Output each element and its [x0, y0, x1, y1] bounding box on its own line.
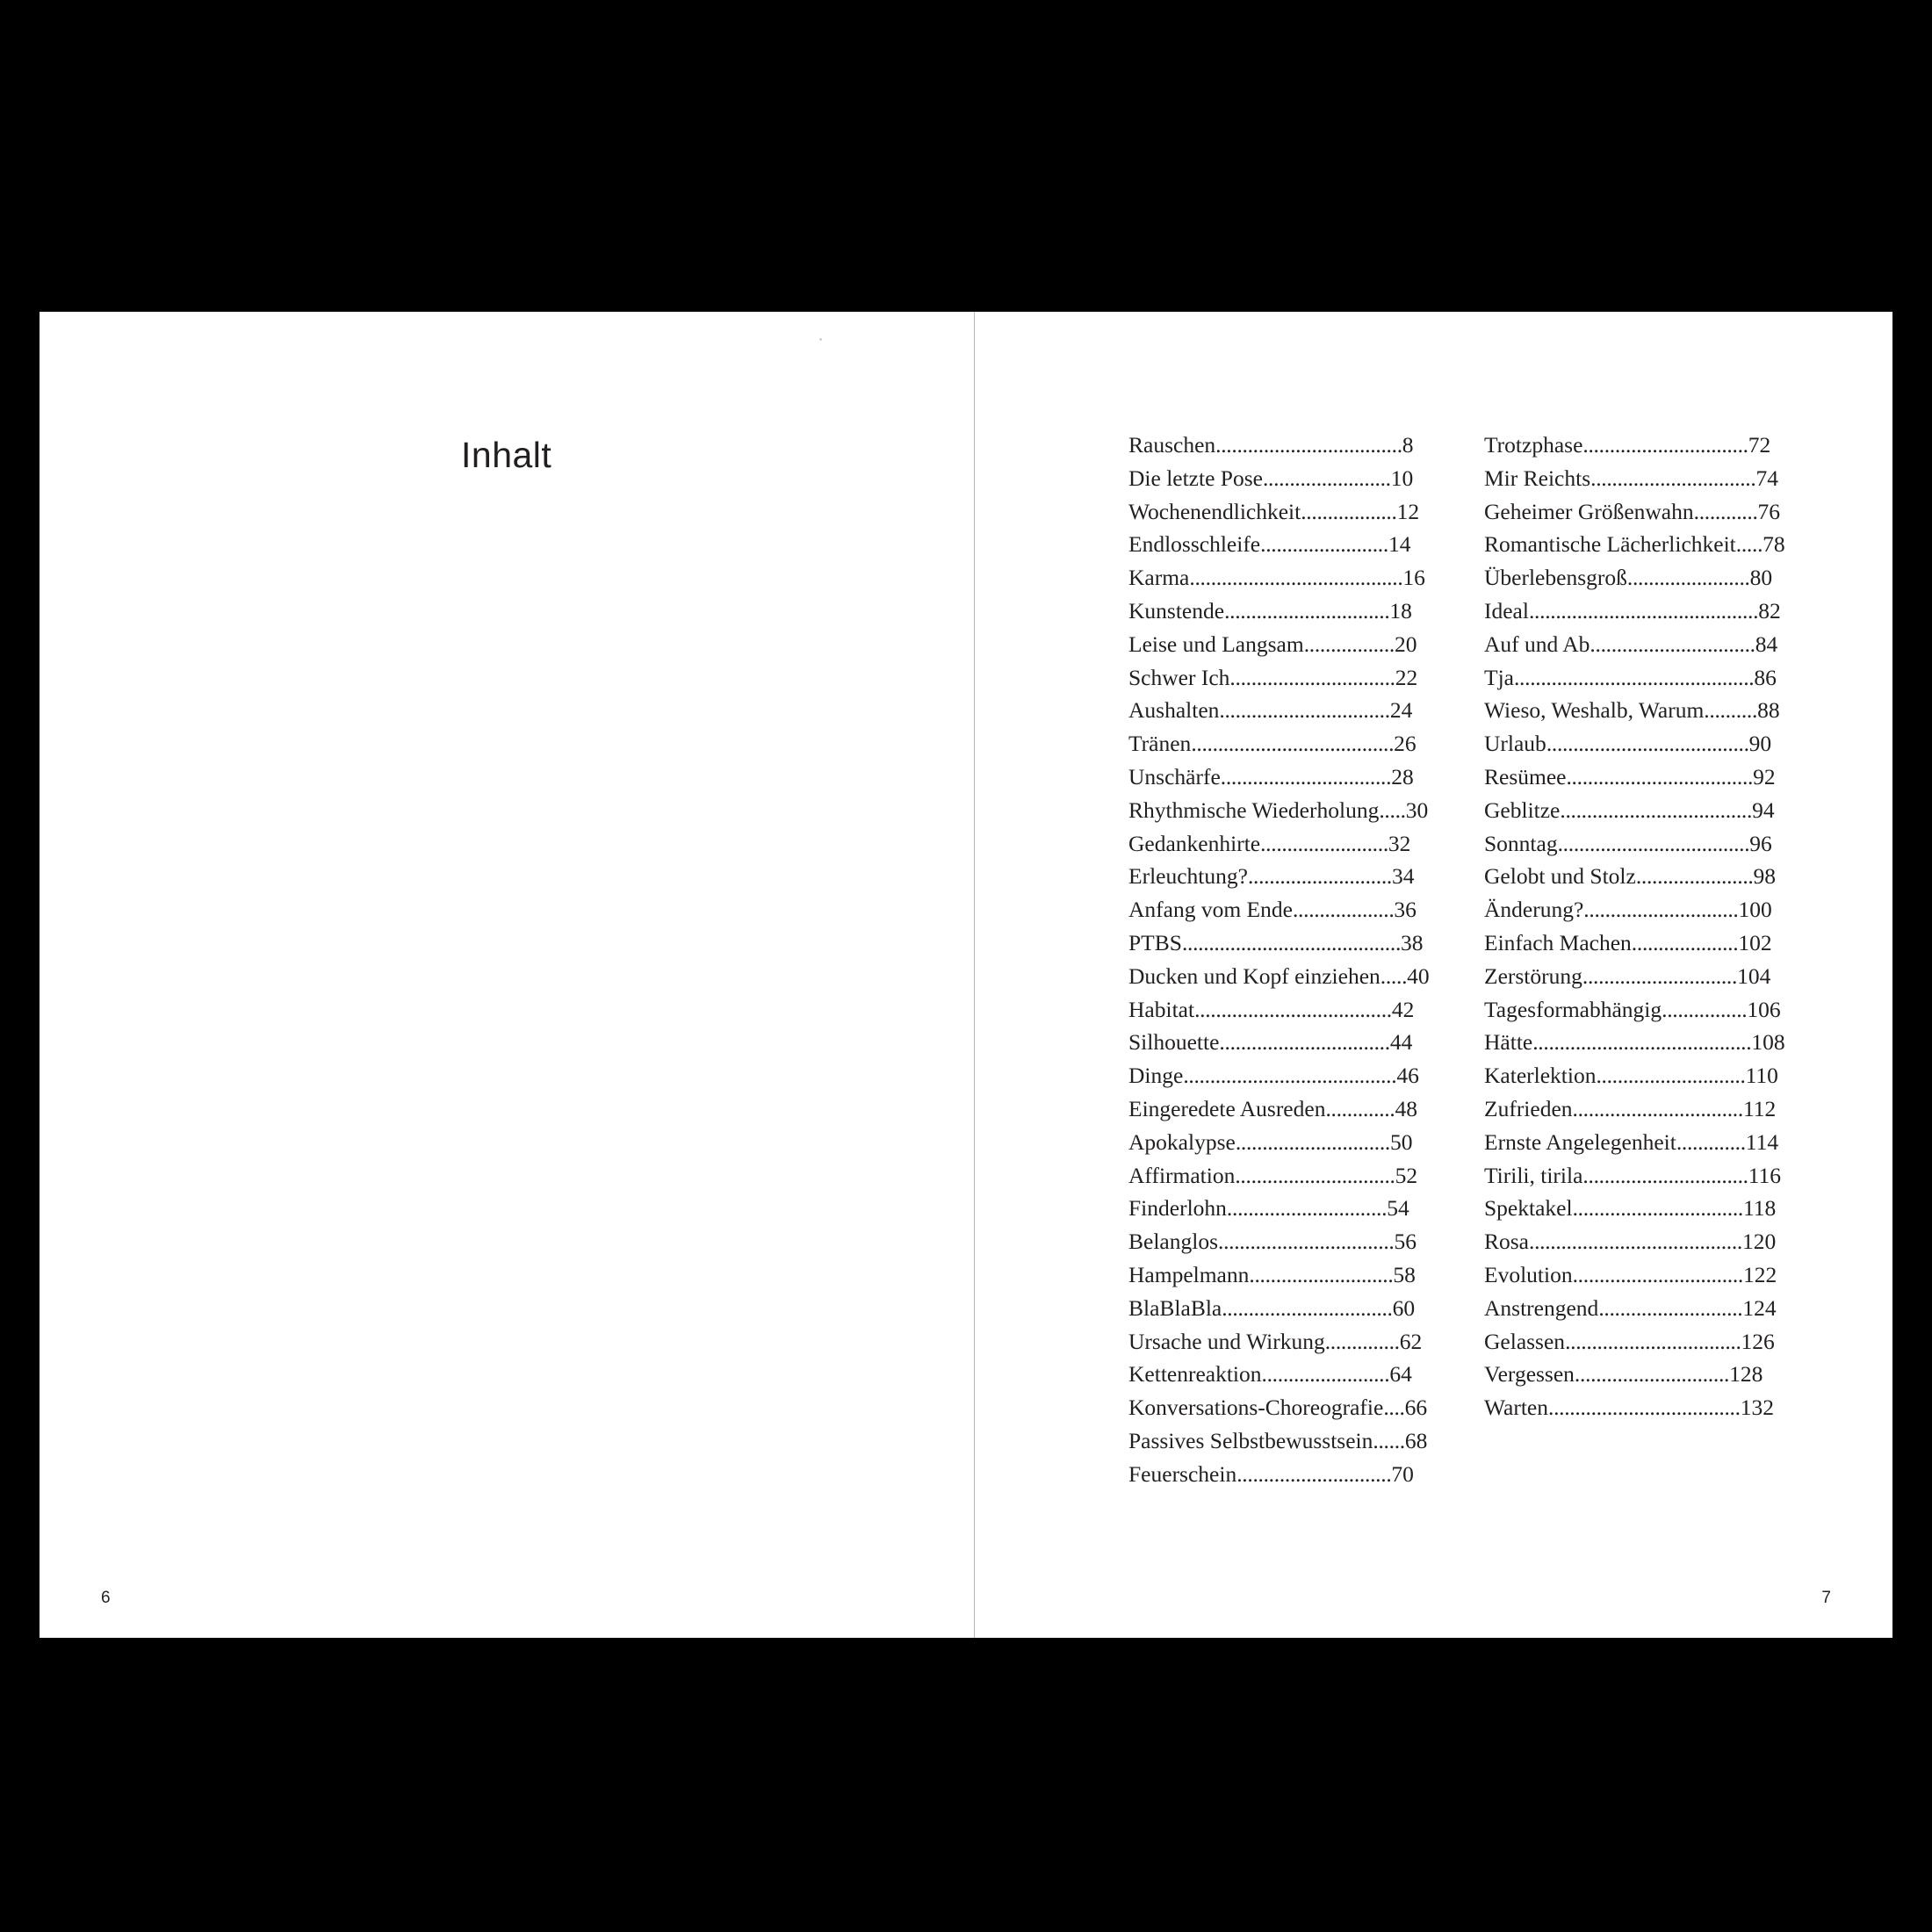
toc-entry-page-number: 82	[1758, 597, 1781, 624]
toc-entry[interactable]	[1484, 429, 1791, 462]
toc-entry-page-number: 128	[1729, 1361, 1763, 1388]
toc-entry-title: Gedankenhirte	[1128, 830, 1261, 856]
toc-entry-title: Ideal	[1484, 597, 1529, 624]
toc-entry-title: Vergessen	[1484, 1361, 1575, 1388]
toc-entry-leader-dots: .................	[1303, 631, 1395, 657]
book-spread	[40, 312, 1892, 1638]
toc-entry-page-number: 84	[1755, 631, 1778, 657]
toc-entry-leader-dots: .............	[1325, 1095, 1395, 1121]
toc-entry-title: Schwer Ich	[1128, 664, 1230, 690]
toc-entry-page-number: 48	[1395, 1095, 1417, 1121]
toc-entry[interactable]	[1128, 495, 1436, 529]
toc-entry-leader-dots: ..................	[1301, 498, 1397, 524]
toc-entry-page-number: 44	[1389, 1029, 1413, 1056]
toc-entry[interactable]	[1128, 1325, 1436, 1359]
toc-entry-page-number: 74	[1755, 465, 1778, 491]
toc-entry-title: Katerlektion	[1484, 1063, 1597, 1089]
toc-entry-page-number: 88	[1757, 697, 1780, 724]
toc-entry-page-number: 94	[1752, 797, 1775, 823]
toc-entry-title: Affirmation	[1128, 1162, 1236, 1188]
toc-entry-leader-dots: .....	[1380, 962, 1408, 989]
toc-entry-page-number: 34	[1391, 863, 1415, 890]
toc-entry-page-number: 52	[1395, 1162, 1418, 1188]
toc-entry-leader-dots: .................................	[1218, 1229, 1395, 1255]
toc-entry-title: Belanglos	[1128, 1229, 1218, 1255]
toc-entry-page-number: 120	[1742, 1229, 1777, 1255]
toc-entry-page-number: 72	[1748, 432, 1771, 458]
toc-entry[interactable]	[1484, 1258, 1791, 1292]
toc-entry-leader-dots: ...................................	[1215, 432, 1402, 458]
toc-entry[interactable]	[1128, 827, 1436, 861]
toc-entry[interactable]	[1484, 1059, 1791, 1092]
toc-entry-leader-dots: ....................	[1631, 929, 1739, 955]
toc-entry-title: Kunstende	[1128, 597, 1225, 624]
toc-entry-leader-dots: ....................................	[1548, 1395, 1741, 1421]
page-left	[40, 312, 975, 1638]
toc-entry-page-number: 66	[1404, 1395, 1428, 1421]
toc-entry-page-number: 118	[1742, 1195, 1777, 1222]
toc-entry-leader-dots: ...........................................	[1528, 597, 1759, 624]
toc-entry[interactable]	[1484, 1391, 1791, 1424]
toc-entry[interactable]	[1484, 462, 1791, 495]
toc-entry-title: Tirili, tirila	[1484, 1162, 1583, 1188]
toc-column-1	[1128, 429, 1436, 1491]
toc-entry-leader-dots: .............................	[1236, 1460, 1392, 1487]
toc-entry-title: Anfang vom Ende	[1128, 897, 1293, 923]
toc-entry[interactable]	[1128, 860, 1436, 893]
toc-column-2	[1484, 429, 1791, 1491]
toc-entry[interactable]	[1128, 960, 1436, 993]
toc-entry-leader-dots: ............................	[1596, 1063, 1746, 1089]
toc-entry-title: Kettenreaktion	[1128, 1361, 1262, 1388]
toc-entry-leader-dots: ........................................	[1183, 1063, 1397, 1089]
toc-entry[interactable]	[1484, 993, 1791, 1027]
toc-entry[interactable]	[1128, 1192, 1436, 1225]
toc-entry[interactable]	[1128, 1059, 1436, 1092]
toc-entry-leader-dots: ....................................	[1557, 830, 1750, 856]
toc-entry-title: BlaBlaBla	[1128, 1294, 1222, 1321]
toc-entry-leader-dots: ....	[1383, 1395, 1405, 1421]
toc-entry-page-number: 112	[1742, 1095, 1777, 1121]
toc-entry-leader-dots: ......................................	[1191, 731, 1395, 757]
toc-entry-title: Überlebensgroß	[1484, 565, 1627, 591]
toc-entry[interactable]	[1484, 561, 1791, 595]
toc-entry-title: Trotzphase	[1484, 432, 1583, 458]
toc-entry-leader-dots: .............................	[1583, 897, 1739, 923]
toc-entry-leader-dots: ......................	[1635, 863, 1754, 890]
toc-entry-leader-dots: ...............................	[1590, 631, 1755, 657]
toc-entry[interactable]	[1484, 1292, 1791, 1325]
toc-entry-title: Zufrieden	[1484, 1095, 1573, 1121]
toc-entry[interactable]	[1128, 462, 1436, 495]
toc-entry-page-number: 64	[1389, 1361, 1412, 1388]
toc-entry-title: Leise und Langsam	[1128, 631, 1304, 657]
toc-entry-title: Anstrengend	[1484, 1294, 1599, 1321]
toc-entry[interactable]	[1128, 727, 1436, 761]
toc-entry[interactable]	[1484, 495, 1791, 529]
toc-entry-leader-dots: ........................	[1262, 465, 1391, 491]
toc-entry-page-number: 90	[1748, 731, 1772, 757]
toc-entry-page-number: 10	[1390, 465, 1414, 491]
toc-entry[interactable]	[1128, 694, 1436, 727]
toc-entry[interactable]	[1484, 1358, 1791, 1391]
toc-entry-leader-dots: ..............	[1324, 1328, 1400, 1354]
toc-entry[interactable]	[1128, 1391, 1436, 1424]
toc-entry-title: Endlosschleife	[1128, 531, 1261, 558]
toc-entry[interactable]	[1484, 794, 1791, 827]
toc-entry-title: Tja	[1484, 664, 1514, 690]
toc-entry-title: Hampelmann	[1128, 1261, 1250, 1287]
toc-entry-leader-dots: ...............................	[1229, 664, 1395, 690]
toc-entry-page-number: 20	[1394, 631, 1417, 657]
toc-entry-title: Karma	[1128, 565, 1190, 591]
toc-entry[interactable]	[1128, 1126, 1436, 1159]
toc-entry-title: Spektakel	[1484, 1195, 1573, 1222]
toc-entry-page-number: 30	[1405, 797, 1429, 823]
toc-entry[interactable]	[1128, 1424, 1436, 1458]
toc-entry[interactable]	[1128, 429, 1436, 462]
toc-entry-title: Geheimer Größenwahn	[1484, 498, 1694, 524]
toc-entry[interactable]	[1128, 1358, 1436, 1391]
toc-entry-page-number: 114	[1745, 1128, 1779, 1155]
toc-entry-page-number: 58	[1393, 1261, 1416, 1287]
toc-entry[interactable]	[1484, 1225, 1791, 1258]
registration-dot-icon	[819, 338, 822, 341]
toc-entry[interactable]	[1484, 827, 1791, 861]
toc-entry[interactable]	[1128, 628, 1436, 661]
page-right	[975, 312, 1892, 1638]
toc-entry-page-number: 60	[1392, 1294, 1416, 1321]
toc-entry-page-number: 92	[1753, 763, 1776, 789]
toc-entry-leader-dots: ...............................	[1582, 1162, 1748, 1188]
toc-entry-page-number: 126	[1741, 1328, 1775, 1354]
toc-entry[interactable]	[1128, 761, 1436, 794]
toc-entry-leader-dots: ......	[1373, 1427, 1405, 1453]
toc-entry-page-number: 38	[1401, 929, 1424, 955]
toc-entry-page-number: 106	[1747, 996, 1781, 1022]
toc-entry-leader-dots: .......................	[1626, 565, 1750, 591]
toc-entry-leader-dots: ................................	[1220, 763, 1392, 789]
toc-entry-page-number: 102	[1738, 929, 1772, 955]
toc-entry-title: Geblitze	[1484, 797, 1561, 823]
toc-entry-page-number: 86	[1754, 664, 1777, 690]
toc-entry-title: Urlaub	[1484, 731, 1546, 757]
toc-entry-title: Warten	[1484, 1395, 1548, 1421]
toc-entry-leader-dots: ................................	[1219, 1029, 1390, 1056]
toc-entry-leader-dots: .............................	[1574, 1361, 1730, 1388]
toc-entry-leader-dots: ......................................	[1546, 731, 1749, 757]
toc-entry-title: Ernste Angelegenheit	[1484, 1128, 1676, 1155]
toc-entry-leader-dots: .................................	[1565, 1328, 1741, 1354]
toc-entry-title: Gelobt und Stolz	[1484, 863, 1636, 890]
toc-entry[interactable]	[1128, 1292, 1436, 1325]
toc-entry-title: Tränen	[1128, 731, 1192, 757]
toc-entry-page-number: 24	[1389, 697, 1413, 724]
toc-entry-leader-dots: .............................	[1582, 962, 1738, 989]
toc-entry-leader-dots: ................................	[1572, 1195, 1743, 1222]
toc-entry-leader-dots: ...................	[1292, 897, 1395, 923]
toc-entry-leader-dots: ........................................	[1529, 1229, 1743, 1255]
toc-entry[interactable]	[1128, 528, 1436, 561]
toc-entry[interactable]	[1128, 1258, 1436, 1292]
toc-entry-leader-dots: ...............................	[1224, 597, 1390, 624]
toc-entry-title: Hätte	[1484, 1029, 1533, 1056]
toc-entry[interactable]	[1484, 528, 1791, 561]
toc-entry-leader-dots: ..........	[1704, 697, 1758, 724]
toc-entry-leader-dots: ...............................	[1590, 465, 1756, 491]
toc-entry[interactable]	[1128, 1159, 1436, 1193]
toc-entry-leader-dots: ....................................	[1560, 797, 1753, 823]
toc-entry[interactable]	[1484, 1325, 1791, 1359]
toc-entry[interactable]	[1484, 960, 1791, 993]
toc-entry-title: Mir Reichts	[1484, 465, 1591, 491]
toc-entry-title: Apokalypse	[1128, 1128, 1236, 1155]
toc-entry-leader-dots: .............	[1676, 1128, 1746, 1155]
toc-entry-title: Resümee	[1484, 763, 1567, 789]
page-title: Inhalt	[461, 435, 552, 475]
toc-entry[interactable]	[1484, 1092, 1791, 1126]
toc-entry-page-number: 40	[1407, 962, 1430, 989]
toc-entry-title: Habitat	[1128, 996, 1195, 1022]
toc-entry-page-number: 104	[1737, 962, 1771, 989]
toc-entry[interactable]	[1128, 1458, 1436, 1491]
toc-entry-leader-dots: .............................................	[1513, 664, 1755, 690]
toc-entry-title: Evolution	[1484, 1261, 1573, 1287]
toc-entry[interactable]	[1484, 860, 1791, 893]
toc-entry-title: Tagesformabhängig	[1484, 996, 1662, 1022]
toc-entry-page-number: 54	[1387, 1195, 1409, 1222]
toc-entry-page-number: 98	[1753, 863, 1776, 890]
toc-entry-page-number: 12	[1396, 498, 1420, 524]
toc-entry[interactable]	[1128, 926, 1436, 960]
toc-entry-page-number: 116	[1748, 1162, 1782, 1188]
toc-entry-page-number: 22	[1395, 664, 1418, 690]
toc-entry[interactable]	[1128, 1092, 1436, 1126]
table-of-contents	[1128, 429, 1791, 1491]
toc-entry-title: Auf und Ab	[1484, 631, 1590, 657]
toc-entry-page-number: 80	[1749, 565, 1773, 591]
toc-entry-page-number: 50	[1390, 1128, 1413, 1155]
toc-entry-title: Wochenendlichkeit	[1128, 498, 1301, 524]
toc-entry[interactable]	[1484, 1126, 1791, 1159]
toc-entry[interactable]	[1484, 926, 1791, 960]
toc-entry-page-number: 68	[1404, 1427, 1428, 1453]
toc-entry-leader-dots: ........................	[1260, 830, 1388, 856]
toc-entry-title: Dinge	[1128, 1063, 1184, 1089]
toc-entry-leader-dots: ...........................	[1249, 1261, 1394, 1287]
folio-right: 7	[1821, 1589, 1831, 1607]
toc-entry-leader-dots: ...........................	[1247, 863, 1392, 890]
toc-entry-leader-dots: ..............................	[1226, 1195, 1388, 1222]
toc-entry-page-number: 46	[1396, 1063, 1419, 1089]
toc-entry-title: Zerstörung	[1484, 962, 1582, 989]
toc-entry[interactable]	[1484, 893, 1791, 926]
toc-entry-title: Finderlohn	[1128, 1195, 1227, 1222]
toc-entry-leader-dots: ................	[1662, 996, 1748, 1022]
toc-entry-leader-dots: .............................	[1235, 1128, 1390, 1155]
toc-entry-title: Passives Selbstbewusstsein	[1128, 1427, 1373, 1453]
toc-entry-title: Sonntag	[1484, 830, 1558, 856]
toc-entry-title: Romantische Lächerlichkeit	[1484, 531, 1736, 558]
toc-entry-page-number: 124	[1742, 1294, 1777, 1321]
toc-entry-title: Einfach Machen	[1484, 929, 1632, 955]
toc-entry-page-number: 96	[1749, 830, 1772, 856]
toc-entry[interactable]	[1128, 1026, 1436, 1059]
folio-left: 6	[101, 1589, 111, 1607]
toc-entry-title: Aushalten	[1128, 697, 1220, 724]
toc-entry-page-number: 122	[1743, 1261, 1777, 1287]
toc-entry-title: Unschärfe	[1128, 763, 1221, 789]
toc-entry-leader-dots: ........................	[1260, 531, 1388, 558]
toc-entry-title: Silhouette	[1128, 1029, 1220, 1056]
toc-entry-leader-dots: ...............................	[1582, 432, 1748, 458]
toc-entry-title: PTBS	[1128, 929, 1182, 955]
toc-entry-leader-dots: ................................	[1572, 1261, 1743, 1287]
toc-entry-leader-dots: .........................................	[1532, 1029, 1752, 1056]
toc-entry-leader-dots: .....	[1735, 531, 1763, 558]
toc-entry-page-number: 26	[1394, 731, 1417, 757]
toc-entry-title: Rauschen	[1128, 432, 1216, 458]
toc-entry[interactable]	[1128, 993, 1436, 1027]
toc-entry[interactable]	[1484, 1026, 1791, 1059]
toc-entry-title: Wieso, Weshalb, Warum	[1484, 697, 1705, 724]
toc-entry[interactable]	[1128, 1225, 1436, 1258]
toc-entry-page-number: 32	[1388, 830, 1411, 856]
toc-entry-title: Konversations-Choreografie	[1128, 1395, 1384, 1421]
toc-entry-page-number: 36	[1394, 897, 1417, 923]
toc-entry-title: Die letzte Pose	[1128, 465, 1263, 491]
toc-entry[interactable]	[1128, 661, 1436, 695]
toc-entry-leader-dots: .....	[1379, 797, 1406, 823]
toc-entry-leader-dots: ................................	[1222, 1294, 1393, 1321]
toc-entry-leader-dots: ................................	[1219, 697, 1390, 724]
toc-entry-title: Rhythmische Wiederholung	[1128, 797, 1380, 823]
toc-entry-title: Änderung?	[1484, 897, 1584, 923]
toc-entry[interactable]	[1484, 595, 1791, 628]
toc-entry[interactable]	[1128, 561, 1436, 595]
toc-entry-page-number: 132	[1740, 1395, 1774, 1421]
toc-entry-page-number: 56	[1394, 1229, 1417, 1255]
toc-entry[interactable]	[1484, 628, 1791, 661]
toc-entry-title: Gelassen	[1484, 1328, 1566, 1354]
toc-entry[interactable]	[1484, 1192, 1791, 1225]
toc-entry-title: Rosa	[1484, 1229, 1529, 1255]
toc-entry-title: Feuerschein	[1128, 1460, 1237, 1487]
toc-entry-page-number: 62	[1399, 1328, 1423, 1354]
toc-entry-page-number: 14	[1388, 531, 1411, 558]
toc-entry[interactable]	[1484, 727, 1791, 761]
toc-entry-page-number: 70	[1391, 1460, 1414, 1487]
toc-entry[interactable]	[1128, 893, 1436, 926]
toc-entry-title: Ducken und Kopf einziehen	[1128, 962, 1381, 989]
toc-entry[interactable]	[1484, 761, 1791, 794]
toc-entry-leader-dots: ..............................	[1235, 1162, 1395, 1188]
toc-entry-page-number: 18	[1389, 597, 1412, 624]
toc-entry-page-number: 28	[1391, 763, 1414, 789]
toc-entry-page-number: 16	[1402, 565, 1425, 591]
toc-entry-title: Erleuchtung?	[1128, 863, 1248, 890]
toc-entry-leader-dots: ........................................	[1189, 565, 1403, 591]
toc-entry-page-number: 108	[1751, 1029, 1785, 1056]
toc-entry-page-number: 8	[1402, 432, 1414, 458]
toc-entry-page-number: 110	[1745, 1063, 1778, 1089]
toc-entry[interactable]	[1128, 595, 1436, 628]
toc-entry-leader-dots: ...........................	[1598, 1294, 1743, 1321]
toc-entry-leader-dots: .........................................	[1181, 929, 1402, 955]
toc-entry-leader-dots: ........................	[1261, 1361, 1390, 1388]
toc-entry-page-number: 100	[1738, 897, 1772, 923]
toc-entry[interactable]	[1484, 1159, 1791, 1193]
toc-entry-title: Ursache und Wirkung	[1128, 1328, 1325, 1354]
toc-entry-page-number: 78	[1763, 531, 1785, 558]
toc-entry[interactable]	[1484, 661, 1791, 695]
toc-entry-title: Eingeredete Ausreden	[1128, 1095, 1326, 1121]
toc-entry-page-number: 42	[1391, 996, 1415, 1022]
toc-entry[interactable]	[1484, 694, 1791, 727]
toc-entry[interactable]	[1128, 794, 1436, 827]
toc-entry-page-number: 76	[1757, 498, 1781, 524]
toc-entry-leader-dots: .....................................	[1194, 996, 1392, 1022]
toc-entry-leader-dots: ............	[1693, 498, 1758, 524]
toc-entry-leader-dots: ...................................	[1566, 763, 1754, 789]
toc-entry-leader-dots: ................................	[1572, 1095, 1743, 1121]
